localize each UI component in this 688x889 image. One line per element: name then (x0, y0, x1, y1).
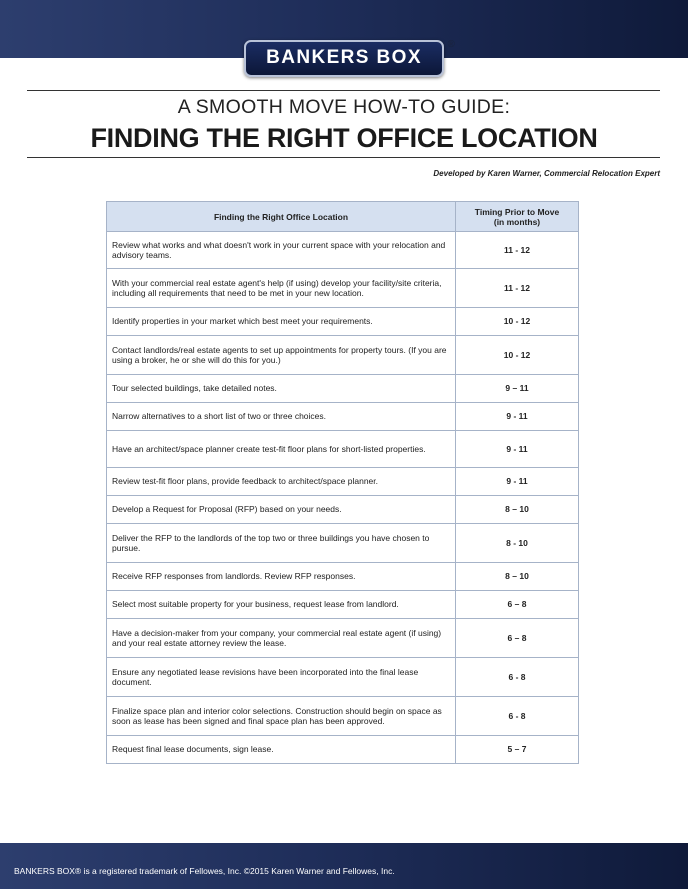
table-row (107, 308, 579, 336)
task-cell: Request final lease documents, sign lease. (107, 736, 456, 764)
logo-text: BANKERS BOX (266, 47, 422, 68)
timeline-table (106, 201, 579, 764)
table-row (107, 375, 579, 403)
page-subtitle: A SMOOTH MOVE HOW-TO GUIDE: (177, 96, 511, 118)
task-cell: With your commercial real estate agent's help (if using) develop your facility/site criteria, including all requirements that need to be met in your new location. (107, 269, 456, 308)
timing-cell: 5 – 7 (456, 736, 579, 764)
column-header-timing (456, 202, 579, 232)
table-row (107, 524, 579, 563)
table-row (107, 591, 579, 619)
table-row (107, 563, 579, 591)
timing-cell: 11 - 12 (456, 269, 579, 308)
timing-cell: 6 – 8 (456, 619, 579, 658)
page-title: FINDING THE RIGHT OFFICE LOCATION (90, 123, 598, 153)
table-row (107, 403, 579, 431)
task-cell: Finalize space plan and interior color selections. Construction should begin on space as soon as lease has been signed and final space plan has been approved. (107, 697, 456, 736)
timing-header-line1: Timing Prior to Move (474, 206, 560, 217)
task-cell: Have an architect/space planner create test-fit floor plans for short-listed properties. (107, 431, 456, 468)
task-cell: Narrow alternatives to a short list of two or three choices. (107, 403, 456, 431)
table-row (107, 658, 579, 697)
task-cell: Review what works and what doesn't work in your current space with your relocation and advisory teams. (107, 232, 456, 269)
table-row (107, 232, 579, 269)
author-credit: Developed by Karen Warner, Commercial Relocation Expert (433, 169, 660, 178)
timing-cell: 9 - 11 (456, 431, 579, 468)
timing-cell: 8 – 10 (456, 496, 579, 524)
table-row (107, 269, 579, 308)
registered-mark: ® (447, 39, 455, 50)
timing-cell: 9 – 11 (456, 375, 579, 403)
task-cell: Contact landlords/real estate agents to set up appointments for property tours. (If you are using a broker, he or she will do this for you.) (107, 336, 456, 375)
timing-cell: 9 - 11 (456, 403, 579, 431)
table-row (107, 496, 579, 524)
task-cell: Ensure any negotiated lease revisions have been incorporated into the final lease document. (107, 658, 456, 697)
timing-cell: 10 - 12 (456, 308, 579, 336)
task-cell: Develop a Request for Proposal (RFP) based on your needs. (107, 496, 456, 524)
timing-cell: 11 - 12 (456, 232, 579, 269)
table-row (107, 336, 579, 375)
logo-container (0, 40, 688, 80)
timing-cell: 8 – 10 (456, 563, 579, 591)
task-cell: Review test-fit floor plans, provide feedback to architect/space planner. (107, 468, 456, 496)
task-cell: Have a decision-maker from your company, your commercial real estate agent (if using) and your real estate attorney review the lease. (107, 619, 456, 658)
table-row (107, 468, 579, 496)
column-header-task: Finding the Right Office Location (107, 202, 456, 232)
timing-header-line2: (in months) (493, 216, 541, 227)
table-row (107, 697, 579, 736)
bankers-box-logo (244, 39, 455, 77)
timing-cell: 6 - 8 (456, 697, 579, 736)
table-row (107, 736, 579, 764)
timing-cell: 6 – 8 (456, 591, 579, 619)
task-cell: Deliver the RFP to the landlords of the top two or three buildings you have chosen to pursue. (107, 524, 456, 563)
task-cell: Identify properties in your market which best meet your requirements. (107, 308, 456, 336)
footer-trademark: BANKERS BOX® is a registered trademark of Fellowes, Inc. ©2015 Karen Warner and Fellowes, Inc. (14, 866, 395, 876)
table-row (107, 619, 579, 658)
task-cell: Receive RFP responses from landlords. Review RFP responses. (107, 563, 456, 591)
title-divider (27, 157, 660, 158)
timing-cell: 10 - 12 (456, 336, 579, 375)
top-divider (27, 90, 660, 91)
table-header-row (107, 202, 579, 232)
timing-cell: 9 - 11 (456, 468, 579, 496)
task-cell: Tour selected buildings, take detailed notes. (107, 375, 456, 403)
table-row (107, 431, 579, 468)
timing-cell: 8 - 10 (456, 524, 579, 563)
timing-cell: 6 - 8 (456, 658, 579, 697)
task-cell: Select most suitable property for your business, request lease from landlord. (107, 591, 456, 619)
